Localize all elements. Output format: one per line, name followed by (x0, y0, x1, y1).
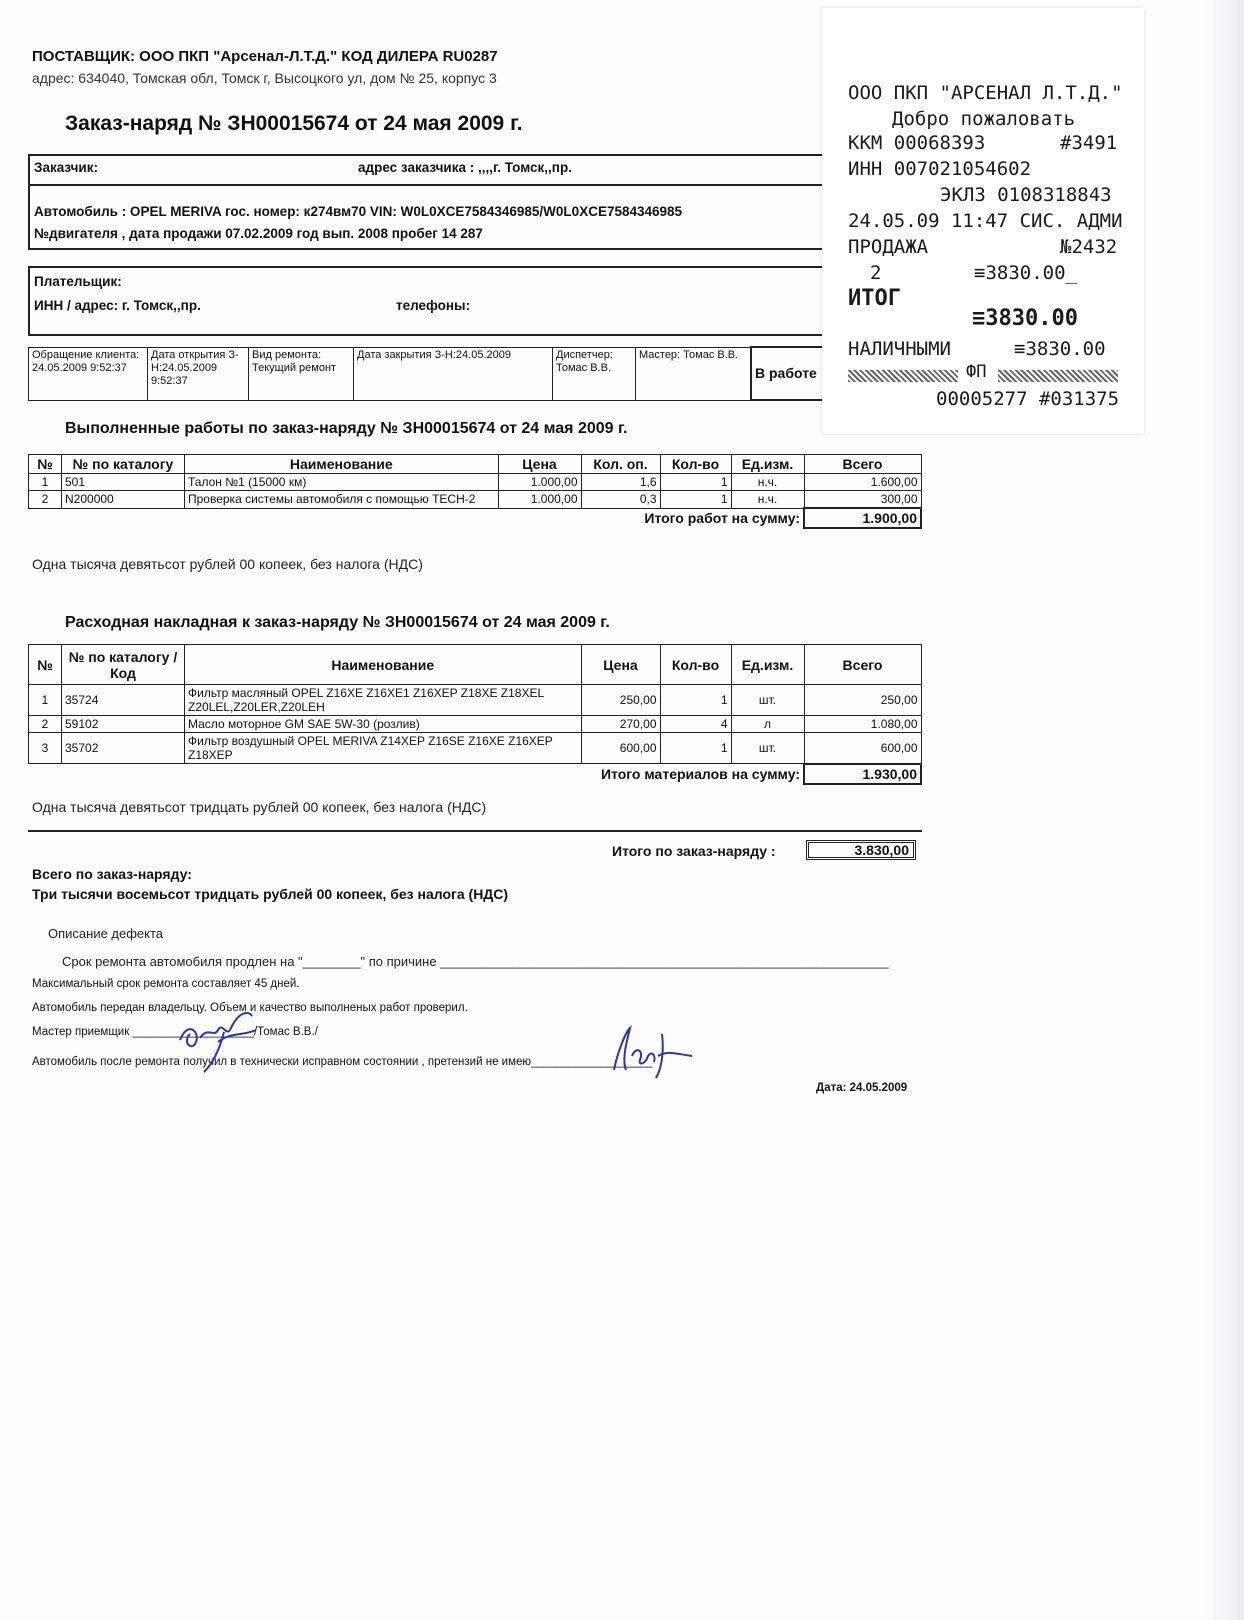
cell: 600,00 (581, 733, 660, 764)
works-total-row (29, 508, 922, 528)
info-dispatcher: Диспетчер: Томас В.В. (553, 347, 636, 400)
cell: 59102 (62, 716, 185, 733)
table-row (29, 685, 922, 716)
cell: л (731, 716, 804, 733)
cell: 600,00 (804, 733, 921, 764)
cell: 1 (660, 685, 731, 716)
receipt-kkm-number: #3491 (1060, 132, 1118, 154)
grand-total-words: Три тысячи восемьсот тридцать рублей 00 копеек, без налога (НДС) (32, 886, 509, 902)
works-col-unit: Ед.изм. (731, 455, 804, 474)
receipt-total-label: ИТОГ (848, 286, 901, 311)
cell: N200000 (62, 491, 185, 509)
parts-col-catalog: № по каталогу / Код (62, 645, 185, 685)
receipt-eklz: ЭКЛЗ 0108318843 (940, 184, 1112, 206)
received-line: Автомобиль после ремонта получил в технически исправном состоянии , претензий не имею___________________ (32, 1056, 653, 1068)
customer-label: Заказчик: (34, 160, 98, 175)
receipt-sale-number: №2432 (1060, 236, 1118, 258)
parts-col-name: Наименование (185, 645, 582, 685)
handed-over-line: Автомобиль передан владельцу. Объем и качество выполненых работ проверил. (32, 1002, 468, 1014)
receipt-datetime: 24.05.09 11:47 СИС. АДМИ (848, 210, 1123, 232)
cell: 1 (660, 474, 731, 491)
parts-total-row (29, 764, 922, 784)
table-row (29, 733, 922, 764)
cell: 1.000,00 (498, 474, 581, 491)
parts-col-unit: Ед.изм. (731, 645, 804, 685)
cell: 1 (660, 491, 731, 509)
receipt-fp-mark: ФП (966, 362, 987, 382)
car-info: Автомобиль : OPEL MERIVA гос. номер: к274вм70 VIN: W0L0XCE7584346985/W0L0XCE7584346985 (34, 204, 683, 219)
cell: 1.000,00 (498, 491, 581, 509)
page-edge-shadow (1204, 0, 1244, 1620)
receipt-kkm: ККМ 00068393 (848, 132, 986, 154)
cell: 1 (29, 685, 62, 716)
parts-total-label: Итого материалов на сумму: (601, 765, 800, 782)
cell: 1.600,00 (804, 474, 921, 491)
receipt-fp-hatch-right (998, 370, 1118, 382)
cell: 1,6 (581, 474, 660, 491)
parts-header-row (29, 645, 922, 685)
cell: 2 (29, 716, 62, 733)
repair-extension-line: Срок ремонта автомобиля продлен на "________" по причине ______________________________________________________________ (62, 954, 889, 969)
works-title: Выполненные работы по заказ-наряду № ЗН00015674 от 24 мая 2009 г. (65, 420, 628, 437)
engine-info: №двигателя , дата продажи 07.02.2009 год вып. 2008 пробег 14 287 (34, 226, 483, 241)
grand-total-label: Итого по заказ-наряду : (612, 843, 776, 859)
receipt-fp-hatch-left (848, 370, 958, 382)
cell: 1 (29, 474, 62, 491)
table-row (29, 474, 922, 491)
info-closed: Дата закрытия З-Н:24.05.2009 (354, 347, 553, 400)
receipt-inn: ИНН 007021054602 (848, 158, 1032, 180)
parts-col-no: № (29, 645, 62, 685)
parts-table (28, 644, 922, 785)
info-request: Обращение клиента: 24.05.2009 9:52:37 (29, 347, 148, 400)
info-master: Мастер: Томас В.В. (636, 347, 752, 400)
master-signature-line: Мастер приемщик ___________________/Томас В.В./ (32, 1026, 318, 1038)
parts-col-qty: Кол-во (660, 645, 731, 685)
cell: шт. (731, 685, 804, 716)
cell: Талон №1 (15000 км) (185, 474, 499, 491)
cell: 250,00 (581, 685, 660, 716)
order-info-table (28, 346, 908, 401)
defect-description: Описание дефекта (48, 926, 164, 941)
info-repair-type: Вид ремонта: Текущий ремонт (249, 347, 354, 400)
parts-title: Расходная накладная к заказ-наряду № ЗН00015674 от 24 мая 2009 г. (65, 614, 610, 631)
supplier-line: ПОСТАВЩИК: ООО ПКП "Арсенал-Л.Т.Д." КОД ДИЛЕРА RU0287 (32, 48, 498, 65)
works-table (28, 454, 922, 529)
cell: н.ч. (731, 491, 804, 509)
payer-phones: телефоны: (396, 298, 471, 313)
customer-signature (596, 1010, 706, 1082)
works-header-row (29, 455, 922, 474)
receipt-qty: 2 (870, 262, 882, 284)
cell: 3 (29, 733, 62, 764)
works-col-catalog: № по каталогу (62, 455, 185, 474)
cell: 35702 (62, 733, 185, 764)
customer-address: адрес заказчика : ,,,,г. Томск,,пр. (358, 160, 572, 175)
grand-total-value: 3.830,00 (806, 840, 916, 860)
cell: шт. (731, 733, 804, 764)
works-col-qty: Кол-во (660, 455, 731, 474)
cell: 300,00 (804, 491, 921, 509)
grand-divider (28, 830, 922, 832)
works-col-no: № (29, 455, 62, 474)
receipt-qty-sum: ≡3830.00_ (974, 262, 1077, 284)
master-signature (160, 1002, 280, 1074)
cell: 35724 (62, 685, 185, 716)
parts-col-total: Всего (804, 645, 921, 685)
table-row (29, 491, 922, 509)
cell: Проверка системы автомобиля с помощью TECH-2 (185, 491, 499, 509)
cell: 0,3 (581, 491, 660, 509)
info-opened: Дата открытия З-Н:24.05.2009 9:52:37 (148, 347, 249, 400)
cell: Фильтр воздушный OPEL MERIVA Z14XEP Z16SE Z16XE Z16XEP Z18XEP (185, 733, 582, 764)
payer-label: Плательщик: (34, 274, 122, 289)
cell: 270,00 (581, 716, 660, 733)
works-col-name: Наименование (185, 455, 499, 474)
grand-heading: Всего по заказ-наряду: (32, 866, 192, 882)
document-title: Заказ-наряд № ЗН00015674 от 24 мая 2009 г. (65, 112, 523, 135)
supplier-address: адрес: 634040, Томская обл, Томск г, Высоцкого ул, дом № 25, корпус 3 (32, 70, 497, 86)
receipt-total-sum: ≡3830.00 (972, 306, 1078, 331)
cell: 1 (660, 733, 731, 764)
receipt-cash-sum: ≡3830.00 (1014, 338, 1106, 360)
receipt-company: ООО ПКП "АРСЕНАЛ Л.Т.Д." (848, 82, 1123, 104)
cell: 4 (660, 716, 731, 733)
receipt-welcome: Добро пожаловать (892, 108, 1076, 130)
works-col-total: Всего (804, 455, 921, 474)
cash-receipt (822, 8, 1144, 434)
parts-total-words: Одна тысяча девятьсот тридцать рублей 00 копеек, без налога (НДС) (32, 799, 487, 815)
works-total-value: 1.900,00 (804, 508, 921, 528)
works-total-words: Одна тысяча девятьсот рублей 00 копеек, без налога (НДС) (32, 556, 423, 572)
works-total-label: Итого работ на сумму: (644, 510, 800, 527)
parts-total-value: 1.930,00 (804, 764, 921, 784)
receipt-cash-label: НАЛИЧНЫМИ (848, 338, 951, 360)
receipt-sale: ПРОДАЖА (848, 236, 929, 258)
cell: Масло моторное GM SAE 5W-30 (розлив) (185, 716, 582, 733)
cell: 501 (62, 474, 185, 491)
cell: н.ч. (731, 474, 804, 491)
document-date: Дата: 24.05.2009 (816, 1082, 908, 1094)
cell: Фильтр масляный OPEL Z16XE Z16XE1 Z16XEP Z18XE Z18XEL Z20LEL,Z20LER,Z20LEH (185, 685, 582, 716)
works-col-price: Цена (498, 455, 581, 474)
cell: 1.080,00 (804, 716, 921, 733)
cell: 250,00 (804, 685, 921, 716)
receipt-bottom-codes: 00005277 #031375 (936, 388, 1120, 410)
status-badge: В работе (751, 347, 907, 400)
table-row (29, 716, 922, 733)
max-repair-term: Максимальный срок ремонта составляет 45 дней. (32, 978, 300, 990)
payer-inn: ИНН / адрес: г. Томск,,пр. (34, 298, 201, 313)
works-col-ops: Кол. оп. (581, 455, 660, 474)
cell: 2 (29, 491, 62, 509)
parts-col-price: Цена (581, 645, 660, 685)
